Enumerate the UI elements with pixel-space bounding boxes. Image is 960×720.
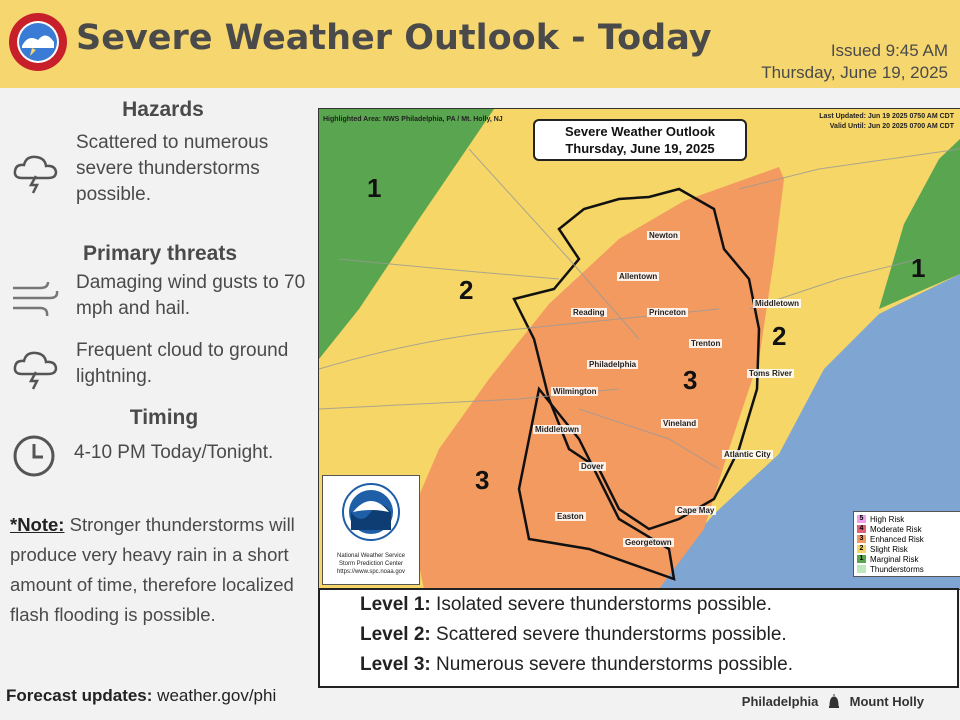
legend-row	[857, 564, 957, 574]
footer-right: Mount Holly	[849, 694, 924, 709]
level-label: Level 3:	[360, 654, 431, 675]
page-title: Severe Weather Outlook - Today	[76, 18, 712, 58]
wind-icon	[10, 278, 60, 320]
map-title	[533, 119, 747, 161]
city-label: Easton	[557, 512, 584, 521]
map-title-line2: Thursday, June 19, 2025	[565, 141, 715, 156]
city-label: Middletown	[755, 299, 799, 308]
city-label: Dover	[581, 462, 604, 471]
city-label: Cape May	[677, 506, 715, 515]
noaa-caption	[323, 552, 419, 576]
issued-date: Thursday, June 19, 2025	[761, 63, 948, 82]
nws-logo-icon	[8, 12, 68, 72]
threat-wind-text: Damaging wind gusts to 70 mph and hail.	[76, 272, 306, 319]
legend-swatch	[857, 565, 866, 573]
legend-swatch: 3	[857, 535, 866, 543]
noaa-caption-line: Storm Prediction Center	[338, 561, 404, 567]
hazards-title: Hazards	[122, 98, 204, 121]
level-2-row	[360, 624, 787, 646]
map-last-updated: Last Updated: Jun 19 2025 0750 AM CDT	[819, 113, 954, 120]
outlook-map	[318, 108, 960, 590]
map-legend	[853, 511, 960, 577]
timing-title: Timing	[129, 406, 199, 429]
clock-icon	[12, 434, 56, 478]
legend-label: Thunderstorms	[870, 564, 924, 574]
lightning-cloud-icon	[12, 348, 60, 390]
map-valid-until: Valid Until: Jun 20 2025 0700 AM CDT	[829, 123, 954, 130]
legend-label: High Risk	[870, 514, 905, 524]
legend-row	[857, 544, 957, 554]
level-descriptions	[318, 588, 959, 688]
forecast-label: Forecast updates:	[6, 686, 153, 705]
legend-label: Marginal Risk	[870, 554, 919, 564]
level-text: Scattered severe thunderstorms possible.	[430, 624, 787, 645]
forecast-url[interactable]: weather.gov/phi	[152, 686, 277, 705]
legend-row	[857, 554, 957, 564]
risk-label: 1	[911, 253, 926, 283]
city-label: Vineland	[663, 419, 697, 428]
risk-label: 2	[459, 275, 474, 305]
issued-time: Issued 9:45 AM	[830, 41, 948, 60]
hazards-text: Scattered to numerous severe thunderstorms possible.	[76, 132, 269, 205]
legend-label: Enhanced Risk	[870, 534, 924, 544]
map-title-line1: Severe Weather Outlook	[564, 124, 716, 139]
left-panel	[0, 88, 318, 720]
level-text: Numerous severe thunderstorms possible.	[430, 654, 793, 675]
header-banner	[0, 0, 960, 88]
timing-text: 4-10 PM Today/Tonight.	[74, 442, 274, 463]
legend-row	[857, 514, 957, 524]
liberty-bell-icon	[828, 694, 840, 708]
legend-row	[857, 534, 957, 544]
city-label: Middletown	[535, 425, 579, 434]
level-label: Level 1:	[360, 594, 431, 615]
office-footer	[742, 694, 924, 709]
city-label: Princeton	[649, 308, 686, 317]
risk-label: 3	[475, 465, 490, 495]
thunderstorm-icon	[12, 152, 60, 194]
level-3-row	[360, 654, 793, 676]
level-label: Level 2:	[360, 624, 431, 645]
legend-swatch: 4	[857, 525, 866, 533]
city-label: Philadelphia	[589, 360, 637, 369]
issued-info	[761, 40, 948, 84]
legend-label: Moderate Risk	[870, 524, 922, 534]
legend-label: Slight Risk	[870, 544, 908, 554]
city-label: Atlantic City	[724, 450, 771, 459]
legend-row	[857, 524, 957, 534]
noaa-caption-line: https://www.spc.noaa.gov	[336, 569, 406, 575]
risk-label: 2	[772, 321, 787, 351]
threats-title: Primary threats	[82, 242, 238, 265]
level-1-row	[360, 594, 772, 616]
noaa-logo-box	[322, 475, 420, 585]
flood-note	[10, 510, 314, 630]
noaa-logo-icon	[341, 482, 401, 542]
forecast-updates	[6, 686, 276, 706]
threat-lightning-text: Frequent cloud to ground lightning.	[76, 340, 289, 387]
legend-swatch: 2	[857, 545, 866, 553]
city-label: Trenton	[691, 339, 721, 348]
note-text: Stronger thunderstorms will produce very heavy rain in a short amount of time, therefore localized flash flooding is possible.	[10, 514, 295, 625]
map-highlighted-area: Highlighted Area: NWS Philadelphia, PA / Mt. Holly, NJ	[323, 116, 503, 123]
level-text: Isolated severe thunderstorms possible.	[430, 594, 772, 615]
city-label: Reading	[573, 308, 605, 317]
legend-swatch: 1	[857, 555, 866, 563]
footer-left: Philadelphia	[741, 694, 819, 709]
city-label: Allentown	[619, 272, 658, 281]
risk-label: 1	[367, 173, 382, 203]
city-label: Toms River	[749, 369, 792, 378]
note-label: *Note:	[10, 514, 65, 535]
risk-label: 3	[683, 365, 698, 395]
legend-swatch: 5	[857, 515, 866, 523]
city-label: Newton	[649, 231, 678, 240]
city-label: Wilmington	[553, 387, 597, 396]
noaa-caption-line: National Weather Service	[337, 553, 405, 559]
city-label: Georgetown	[625, 538, 672, 547]
